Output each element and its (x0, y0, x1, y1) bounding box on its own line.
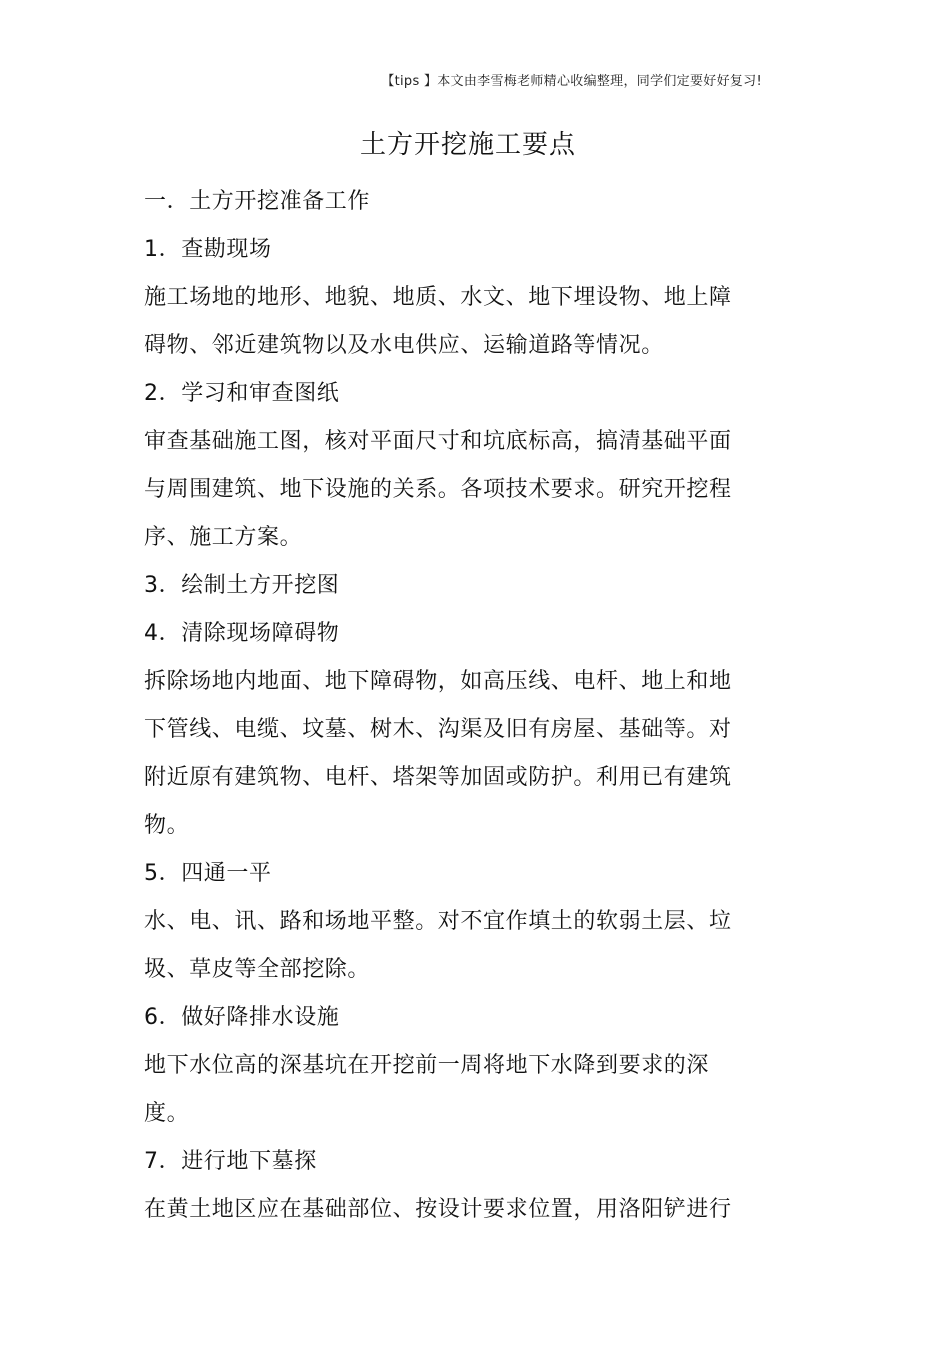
body-line: 6．做好降排水设施 (144, 1005, 340, 1030)
body-line: 在黄土地区应在基础部位、按设计要求位置，用洛阳铲进行 (144, 1197, 732, 1222)
body-line: 圾、草皮等全部挖除。 (144, 957, 371, 982)
body-line: 审查基础施工图，核对平面尺寸和坑底标高，搞清基础平面 (144, 429, 732, 454)
document-title: 土方开挖施工要点 (359, 130, 576, 160)
body-line: 物。 (144, 813, 190, 838)
body-line: 4．清除现场障碍物 (144, 621, 340, 646)
body-line: 度。 (144, 1101, 190, 1126)
body-line: 水、电、讯、路和场地平整。对不宜作填土的软弱土层、垃 (144, 909, 732, 934)
body-line: 施工场地的地形、地貌、地质、水文、地下埋设物、地上障 (144, 285, 732, 310)
header-tips-note: 【tips 】本文由李雪梅老师精心收编整理，同学们定要好好复习! (381, 74, 762, 89)
body-line: 序、施工方案。 (144, 525, 303, 550)
body-line: 与周围建筑、地下设施的关系。各项技术要求。研究开挖程 (144, 477, 732, 502)
body-line: 5．四通一平 (144, 861, 272, 886)
body-line: 7．进行地下墓探 (144, 1149, 317, 1174)
body-line: 一．土方开挖准备工作 (144, 189, 371, 214)
body-line: 地下水位高的深基坑在开挖前一周将地下水降到要求的深 (144, 1053, 710, 1078)
body-line: 下管线、电缆、坟墓、树木、沟渠及旧有房屋、基础等。对 (144, 717, 732, 742)
body-line: 2．学习和审查图纸 (144, 381, 340, 406)
body-line: 碍物、邻近建筑物以及水电供应、运输道路等情况。 (144, 333, 664, 358)
document-body (144, 178, 744, 1234)
body-line: 附近原有建筑物、电杆、塔架等加固或防护。利用已有建筑 (144, 765, 732, 790)
body-line: 3．绘制土方开挖图 (144, 573, 340, 598)
body-line: 拆除场地内地面、地下障碍物，如高压线、电杆、地上和地 (144, 669, 732, 694)
body-line: 1．查勘现场 (144, 237, 272, 262)
